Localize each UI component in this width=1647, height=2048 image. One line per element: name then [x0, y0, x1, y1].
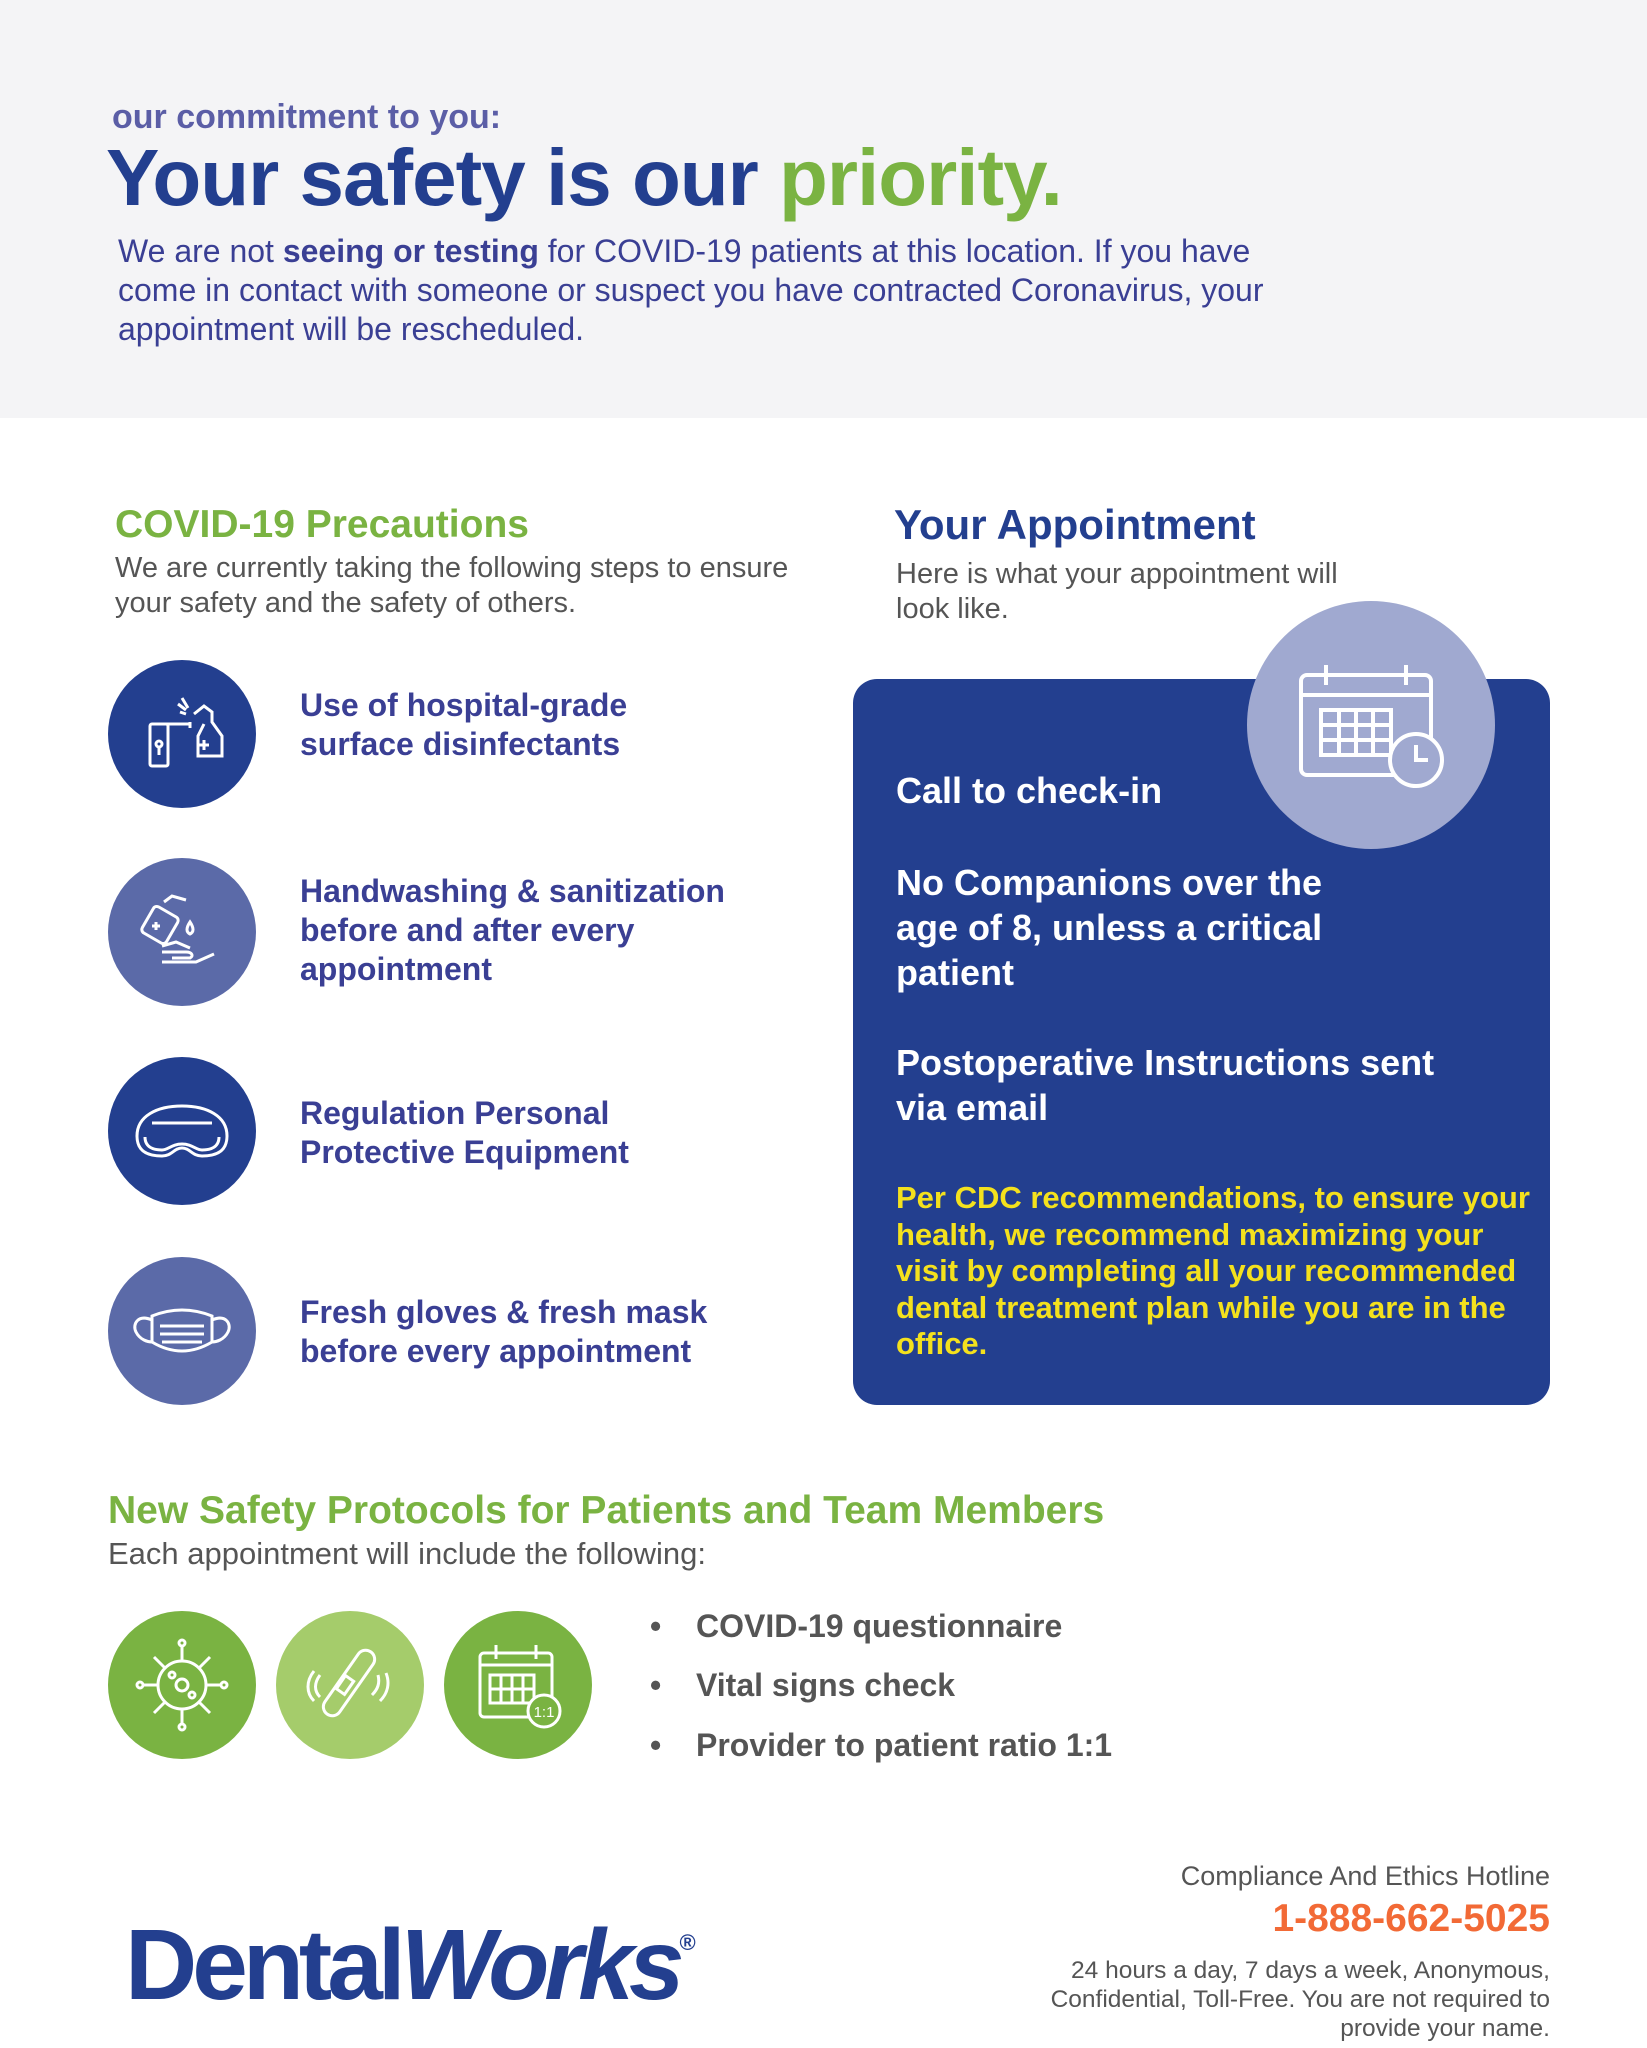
- thermometer-icon: [276, 1611, 424, 1759]
- protocol-label: Provider to patient ratio 1:1: [696, 1727, 1113, 1763]
- intro-text: [118, 232, 1298, 349]
- cdc-note: Per CDC recommendations, to ensure your health, we recommend maximizing your visit by completing all your recommended dental treatment plan while you are in the office.: [896, 1180, 1530, 1362]
- intro-pre: We are not: [118, 233, 283, 269]
- precaution-label: Handwashing & sanitization before and after every appointment: [300, 873, 725, 987]
- step-check-in: Call to check-in: [896, 770, 1163, 811]
- page-title: [106, 132, 1062, 224]
- hotline-label: Compliance And Ethics Hotline: [1180, 1861, 1550, 1891]
- ratio-badge: 1:1: [533, 1704, 555, 1721]
- title-accent: priority.: [779, 133, 1062, 222]
- logo-part-a: Dental: [125, 1909, 401, 2021]
- protocol-item: • Provider to patient ratio 1:1: [650, 1727, 1113, 1763]
- intro-bold: seeing or testing: [282, 233, 539, 269]
- disinfectant-spray-icon: [108, 660, 256, 808]
- logo-part-b: Works: [400, 1909, 680, 2021]
- protocols-subtext: Each appointment will include the following:: [108, 1536, 706, 1571]
- protocol-item: • Vital signs check: [650, 1667, 956, 1703]
- protocol-label: Vital signs check: [696, 1667, 956, 1703]
- goggles-icon: [108, 1057, 256, 1205]
- title-main: Your safety is our: [106, 133, 780, 222]
- hotline-note: 24 hours a day, 7 days a week, Anonymous, Confidential, Toll-Free. You are not required to provide your name.: [1050, 1957, 1550, 2042]
- logo-registered: ®: [679, 1930, 696, 1955]
- precautions-subtext: We are currently taking the following steps to ensure your safety and the safety of others.: [115, 552, 789, 619]
- precaution-label: Fresh gloves & fresh mask before every appointment: [300, 1294, 708, 1369]
- protocols-heading: New Safety Protocols for Patients and Team Members: [108, 1489, 1105, 1532]
- intro-post: for COVID-19 patients at this location. If you have come in contact with someone or suspect you have contracted Coronavirus, your appointment will be rescheduled.: [118, 233, 1264, 347]
- appointment-heading: Your Appointment: [894, 501, 1256, 548]
- appointment-subtext: Here is what your appointment will look like.: [896, 558, 1338, 625]
- precaution-label: Regulation Personal Protective Equipment: [300, 1095, 629, 1170]
- step-postop: Postoperative Instructions sent via email: [896, 1042, 1435, 1128]
- hotline-phone[interactable]: 1-888-662-5025: [1272, 1897, 1550, 1940]
- precautions-heading: COVID-19 Precautions: [115, 503, 529, 546]
- step-companions: No Companions over the age of 8, unless a critical patient: [896, 862, 1323, 993]
- dentalworks-logo: [125, 1908, 696, 2023]
- protocol-item: • COVID-19 questionnaire: [650, 1608, 1063, 1644]
- face-mask-icon: [108, 1257, 256, 1405]
- kicker: our commitment to you:: [112, 98, 502, 136]
- virus-icon: [108, 1611, 256, 1759]
- calendar-clock-icon: [1247, 601, 1495, 849]
- hand-sanitizer-icon: [108, 858, 256, 1006]
- calendar-ratio-icon: [444, 1611, 592, 1759]
- precaution-label: Use of hospital-grade surface disinfectants: [300, 687, 628, 762]
- protocol-label: COVID-19 questionnaire: [696, 1608, 1063, 1644]
